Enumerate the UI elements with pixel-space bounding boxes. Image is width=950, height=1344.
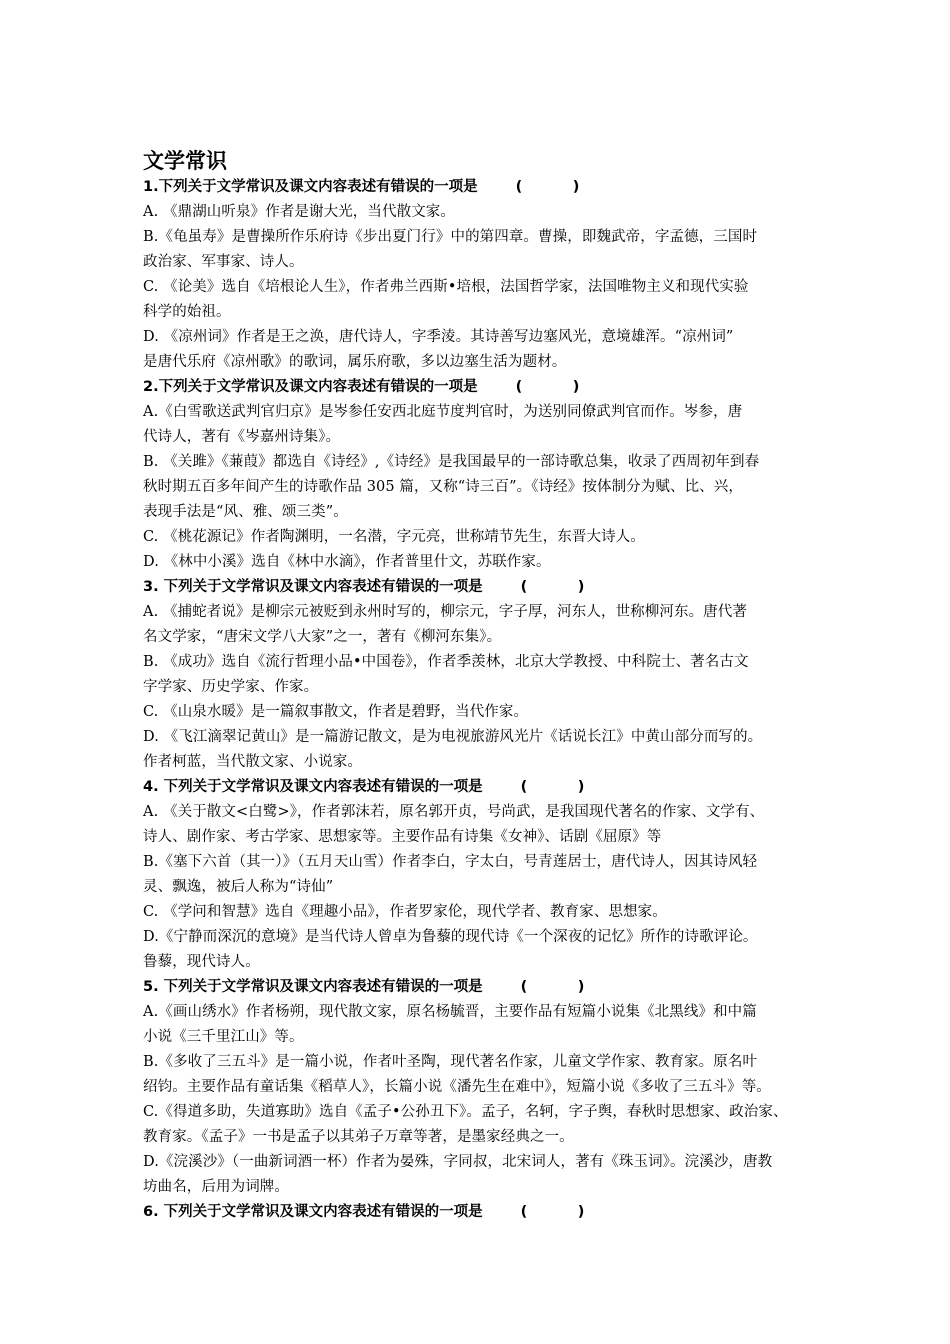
question-block [143, 175, 823, 375]
question-heading [143, 575, 823, 600]
option-line: D. 《林中小溪》选自《林中水滴》，作者普里什文，苏联作家。 [143, 554, 551, 570]
answer-blank: ( ) [520, 1204, 585, 1220]
option-line: 教育家。《孟子》一书是孟子以其弟子万章等著，是墨家经典之一。 [143, 1129, 574, 1145]
option-line: B.《塞下六首（其一）》（五月天山雪）作者李白，字太白，号青莲居士，唐代诗人，因其诗风轻 [143, 854, 758, 870]
answer-blank: ( ) [515, 179, 580, 195]
option-line: C. 《论美》选自《培根论人生》，作者弗兰西斯•培根，法国哲学家，法国唯物主义和现代实验 [143, 279, 749, 295]
option-line: D.《浣溪沙》（一曲新词酒一杯）作者为晏殊，字同叔，北宋词人，著有《珠玉词》。浣溪沙，唐教 [143, 1154, 773, 1170]
option-line: 科学的始祖。 [143, 304, 231, 320]
option-line: B.《多收了三五斗》是一篇小说，作者叶圣陶，现代著名作家，儿童文学作家、教育家。原名叶 [143, 1054, 758, 1070]
option-line: C. 《学问和智慧》选自《理趣小品》，作者罗家伦，现代学者、教育家、思想家。 [143, 904, 667, 920]
question-text: 1.下列关于文学常识及课文内容表述有错误的一项是 [143, 179, 478, 195]
question-block [143, 575, 823, 775]
option-line: A. 《鼎湖山听泉》作者是谢大光，当代散文家。 [143, 204, 455, 220]
question-list [143, 175, 823, 1225]
option-line: 灵、飘逸，被后人称为“诗仙” [143, 879, 334, 895]
option-line: 坊曲名，后用为词牌。 [143, 1179, 289, 1195]
question-heading [143, 1200, 823, 1225]
option-line: C. 《山泉水暖》是一篇叙事散文，作者是碧野，当代作家。 [143, 704, 529, 720]
option-line: 代诗人，著有《岑嘉州诗集》。 [143, 429, 341, 445]
question-block [143, 975, 823, 1200]
page-title: 文学常识 [143, 149, 227, 173]
option-line: 政治家、军事家、诗人。 [143, 254, 304, 270]
answer-blank: ( ) [515, 379, 580, 395]
option-line: 鲁藜，现代诗人。 [143, 954, 260, 970]
option-line: 字学家、历史学家、作家。 [143, 679, 319, 695]
option-line: 秋时期五百多年间产生的诗歌作品 305 篇，又称“诗三百”。《诗经》按体制分为赋、比、兴， [143, 479, 743, 495]
option-line: 作者柯蓝，当代散文家、小说家。 [143, 754, 362, 770]
option-line: B. 《关雎》《蒹葭》都选自《诗经》,《诗经》是我国最早的一部诗歌总集，收录了西周初年到春 [143, 454, 760, 470]
option-line: A.《白雪歌送武判官归京》是岑参任安西北庭节度判官时，为送别同僚武判官而作。岑参，唐 [143, 404, 743, 420]
question-text: 2.下列关于文学常识及课文内容表述有错误的一项是 [143, 379, 478, 395]
option-line: B. 《成功》选自《流行哲理小品•中国卷》，作者季羡林，北京大学教授、中科院士、著名古文 [143, 654, 749, 670]
answer-blank: ( ) [520, 779, 585, 795]
question-block [143, 775, 823, 975]
option-line: 诗人、剧作家、考古学家、思想家等。主要作品有诗集《女神》、话剧《屈原》等 [143, 829, 662, 845]
option-line: 绍钧。主要作品有童话集《稻草人》，长篇小说《潘先生在难中》，短篇小说《多收了三五斗》等。 [143, 1079, 771, 1095]
question-text: 5. 下列关于文学常识及课文内容表述有错误的一项是 [143, 979, 483, 995]
document-content [143, 147, 823, 1225]
question-text: 4. 下列关于文学常识及课文内容表述有错误的一项是 [143, 779, 483, 795]
question-text: 3. 下列关于文学常识及课文内容表述有错误的一项是 [143, 579, 483, 595]
question-heading [143, 775, 823, 800]
answer-blank: ( ) [520, 979, 585, 995]
option-line: 名文学家，“唐宋文学八大家”之一，著有《柳河东集》。 [143, 629, 502, 645]
option-line: D. 《飞江滴翠记黄山》是一篇游记散文，是为电视旅游风光片《话说长江》中黄山部分而写的。 [143, 729, 763, 745]
option-line: 表现手法是“风、雅、颂三类”。 [143, 504, 348, 520]
question-text: 6. 下列关于文学常识及课文内容表述有错误的一项是 [143, 1204, 483, 1220]
option-line: 小说《三千里江山》等。 [143, 1029, 304, 1045]
option-line: C.《得道多助，失道寡助》选自《孟子•公孙丑下》。孟子，名轲，字子舆，春秋时思想家、政治家、 [143, 1104, 788, 1120]
option-line: D.《宁静而深沉的意境》是当代诗人曾卓为鲁藜的现代诗《一个深夜的记忆》所作的诗歌评论。 [143, 929, 758, 945]
question-heading [143, 175, 823, 200]
question-block [143, 1200, 823, 1225]
question-heading [143, 975, 823, 1000]
option-line: A. 《关于散文<白鹭>》，作者郭沫若，原名郭开贞，号尚武，是我国现代著名的作家、文学有、 [143, 804, 765, 820]
question-block [143, 375, 823, 575]
question-heading [143, 375, 823, 400]
option-line: C. 《桃花源记》作者陶渊明，一名潜，字元亮，世称靖节先生，东晋大诗人。 [143, 529, 645, 545]
option-line: D. 《凉州词》作者是王之涣，唐代诗人，字季淩。其诗善写边塞风光，意境雄浑。“凉州词” [143, 329, 734, 345]
option-line: A. 《捕蛇者说》是柳宗元被贬到永州时写的，柳宗元，字子厚，河东人，世称柳河东。唐代著 [143, 604, 747, 620]
option-line: A.《画山绣水》作者杨朔，现代散文家，原名杨毓晋，主要作品有短篇小说集《北黑线》和中篇 [143, 1004, 757, 1020]
answer-blank: ( ) [520, 579, 585, 595]
option-line: B.《龟虽寿》是曹操所作乐府诗《步出夏门行》中的第四章。曹操，即魏武帝，字孟德，三国时 [143, 229, 758, 245]
option-line: 是唐代乐府《凉州歌》的歌词，属乐府歌，多以边塞生活为题材。 [143, 354, 567, 370]
